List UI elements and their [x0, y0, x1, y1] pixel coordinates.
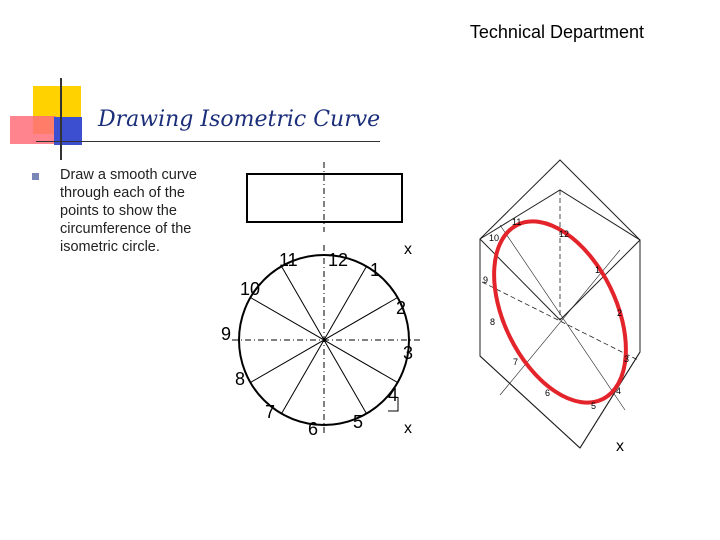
right-label-12: 12 [559, 229, 570, 239]
bullet-text: Draw a smooth curve through each of the points to show the circumference of the isometric circle. [60, 167, 197, 255]
right-label-6: 6 [545, 388, 551, 398]
left-axis-label-top: x [404, 241, 412, 258]
left-label-4: 4 [388, 385, 399, 405]
right-label-4: 4 [616, 386, 622, 396]
box-guide-line-a [500, 225, 625, 410]
right-point-labels [483, 217, 629, 455]
divided-circle [232, 245, 420, 435]
right-label-5: 5 [591, 401, 597, 411]
right-label-9: 9 [483, 275, 489, 285]
left-label-7: 7 [265, 402, 276, 422]
header-department: Technical Department [469, 22, 644, 42]
left-label-5: 5 [353, 412, 364, 432]
slide-title: Drawing Isometric Curve [98, 107, 381, 132]
left-label-12: 12 [328, 250, 349, 270]
right-axis-label: x [616, 438, 624, 455]
left-label-6: 6 [308, 419, 319, 439]
left-label-8: 8 [235, 369, 246, 389]
right-label-1: 1 [595, 265, 601, 275]
left-label-2: 2 [396, 298, 407, 318]
left-label-9: 9 [221, 324, 232, 344]
right-label-3: 3 [624, 354, 630, 364]
left-label-3: 3 [403, 343, 414, 363]
right-label-2: 2 [617, 308, 623, 318]
right-label-11: 11 [512, 217, 522, 227]
left-label-10: 10 [240, 279, 261, 299]
right-label-10: 10 [489, 233, 500, 243]
left-label-11: 11 [279, 250, 298, 270]
right-label-7: 7 [513, 357, 519, 367]
left-axis-label-bottom: x [404, 420, 412, 437]
right-label-8: 8 [490, 317, 496, 327]
left-label-1: 1 [370, 260, 381, 280]
